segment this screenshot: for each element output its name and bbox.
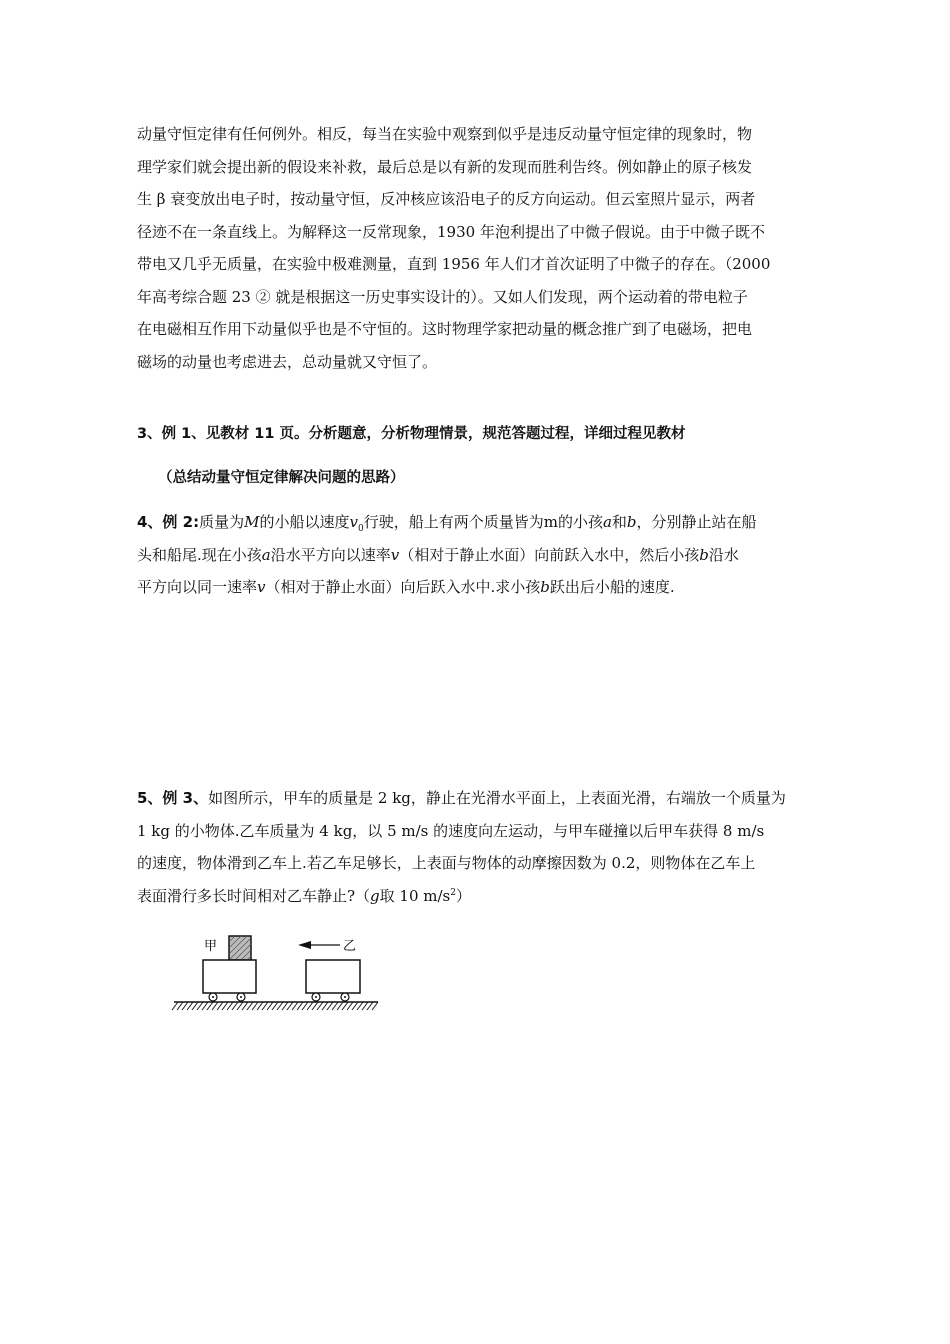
item-3-heading: 3、例 1、见教材 11 页。分析题意，分析物理情景，规范答题过程，详细过程见教材 (137, 426, 686, 442)
item-5-label: 5、例 3、 (137, 789, 209, 807)
hatch-stroke (352, 1002, 358, 1010)
hatch-stroke (252, 1002, 258, 1010)
intro-line: 生 β 衰变放出电子时，按动量守恒，反冲核应该沿电子的反方向运动。但云室照片显示，两者 (137, 190, 756, 208)
hatch-stroke (242, 1002, 248, 1010)
hatch-stroke (187, 1002, 193, 1010)
hatch-stroke (282, 1002, 288, 1010)
hatch-stroke (302, 1002, 308, 1010)
ground-hatch (172, 1002, 378, 1010)
intro-line: 年高考综合题 23 ② 就是根据这一历史事实设计的）。又如人们发现，两个运动着的带电粒子 (137, 287, 748, 306)
hatch-stroke (332, 1002, 338, 1010)
intro-line: 带电又几乎无质量，在实验中极难测量，直到 1956 年人们才首次证明了中微子的存在。（2000 (137, 255, 771, 273)
hatch-stroke (342, 1002, 348, 1010)
hatch-stroke (182, 1002, 188, 1010)
item-4-question (137, 506, 817, 604)
hatch-stroke (262, 1002, 268, 1010)
hatch-stroke (357, 1002, 363, 1010)
item-5-line-3: 的速度，物体滑到乙车上.若乙车足够长，上表面与物体的动摩擦因数为 0.2，则物体在乙车上 (137, 854, 756, 872)
hatch-stroke (232, 1002, 238, 1010)
collision-figure (170, 930, 385, 1025)
intro-line: 径迹不在一条直线上。为解释这一反常现象，1930 年泡利提出了中微子假说。由于中微子既不 (137, 222, 765, 241)
cart-b-body (306, 960, 360, 993)
hatch-stroke (372, 1002, 378, 1010)
hatch-stroke (217, 1002, 223, 1010)
hatch-stroke (362, 1002, 368, 1010)
item-5-question (137, 782, 817, 912)
cart-b-label: 乙 (343, 939, 357, 954)
hatch-stroke (177, 1002, 183, 1010)
item-4-line-2: 头和船尾.现在小孩a沿水平方向以速率v（相对于静止水面）向前跃入水中，然后小孩b沿水 (137, 545, 739, 564)
hatch-stroke (292, 1002, 298, 1010)
hatch-stroke (172, 1002, 178, 1010)
hatch-stroke (222, 1002, 228, 1010)
hatch-stroke (227, 1002, 233, 1010)
hatch-stroke (307, 1002, 313, 1010)
intro-line: 磁场的动量也考虑进去，总动量就又守恒了。 (137, 352, 438, 371)
hatch-stroke (337, 1002, 343, 1010)
hatch-stroke (327, 1002, 333, 1010)
intro-line: 在电磁相互作用下动量似乎也是不守恒的。这时物理学家把动量的概念推广到了电磁场，把电 (137, 320, 753, 338)
hatch-stroke (347, 1002, 353, 1010)
wheel-hub (240, 996, 242, 998)
hatch-stroke (267, 1002, 273, 1010)
hatch-stroke (317, 1002, 323, 1010)
intro-line: 动量守恒定律有任何例外。相反，每当在实验中观察到似乎是违反动量守恒定律的现象时，物 (137, 125, 753, 143)
hatch-stroke (207, 1002, 213, 1010)
wheel-hub (315, 996, 317, 998)
hatch-stroke (367, 1002, 373, 1010)
cart-a-body (203, 960, 256, 993)
hatch-stroke (297, 1002, 303, 1010)
hatch-stroke (322, 1002, 328, 1010)
item-4-label: 4、例 2: (137, 513, 200, 531)
hatch-stroke (202, 1002, 208, 1010)
hatch-stroke (272, 1002, 278, 1010)
hatch-stroke (287, 1002, 293, 1010)
cart-a-label: 甲 (204, 939, 218, 954)
hatch-stroke (257, 1002, 263, 1010)
hatch-stroke (197, 1002, 203, 1010)
hatch-stroke (312, 1002, 318, 1010)
velocity-arrow-head (298, 941, 311, 949)
item-3-subnote: （总结动量守恒定律解决问题的思路） (158, 470, 405, 486)
item-5-line-1: 5、例 3、如图所示，甲车的质量是 2 kg，静止在光滑水平面上，上表面光滑，右端放一个质量为 (137, 789, 786, 807)
hatch-stroke (247, 1002, 253, 1010)
intro-line: 理学家们就会提出新的假设来补救，最后总是以有新的发现而胜利告终。例如静止的原子核发 (137, 157, 753, 176)
hatch-stroke (237, 1002, 243, 1010)
intro-paragraph (137, 118, 814, 378)
hatch-stroke (212, 1002, 218, 1010)
wheel-hub (344, 996, 346, 998)
item-5-line-4: 表面滑行多长时间相对乙车静止?（g取 10 $m/s^2$） (137, 886, 472, 905)
wheel-hub (212, 996, 214, 998)
item-5-line-2: 1 kg 的小物体.乙车质量为 4 kg，以 5 m/s 的速度向左运动，与甲车碰撞以后甲车获得 8 m/s (137, 821, 765, 840)
hatch-stroke (192, 1002, 198, 1010)
item-4-line-1: 4、例 2:质量为M的小船以速度$v_0$行驶，船上有两个质量皆为m的小孩a和b，分别静止站在船 (137, 513, 757, 534)
item-4-line-3: 平方向以同一速率v（相对于静止水面）向后跃入水中.求小孩b跃出后小船的速度. (137, 578, 675, 596)
hatch-stroke (277, 1002, 283, 1010)
